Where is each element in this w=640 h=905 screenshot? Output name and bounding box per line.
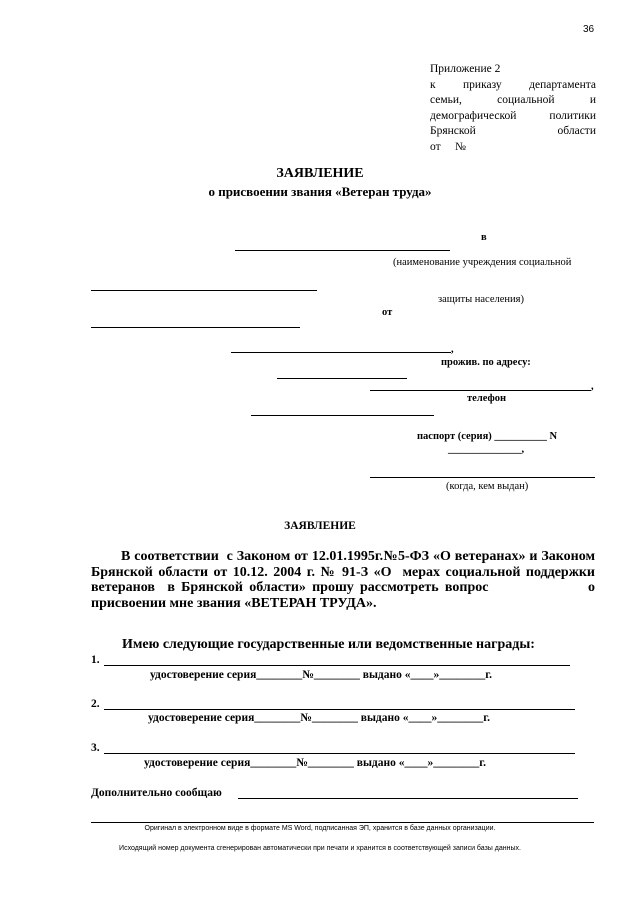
award-3-line[interactable] (104, 753, 575, 754)
address-label: прожив. по адресу: (441, 357, 531, 368)
appendix-line-1: Приложение 2 (430, 63, 501, 75)
comma-2: , (591, 381, 594, 392)
passport-label: паспорт (серия) __________ N (417, 431, 558, 442)
from-label: от (382, 307, 393, 318)
passport-number-line: ______________, (448, 444, 525, 455)
award-3-number: 3. (91, 742, 100, 754)
appendix-line-6: от № (430, 140, 466, 153)
award-2-line[interactable] (104, 709, 575, 710)
address-line-2[interactable] (370, 390, 591, 391)
applicant-line-1[interactable] (91, 290, 317, 291)
page-number: 36 (583, 24, 595, 35)
applicant-name-line[interactable] (231, 352, 451, 353)
appendix-block (430, 62, 596, 156)
award-3-certificate: удостоверение серия________№________ выдано «____»________г. (144, 757, 487, 769)
document-subtitle: о присвоении звания «Ветеран труда» (208, 184, 432, 199)
appendix-line-2: к приказу департамента (430, 78, 596, 91)
award-1-line[interactable] (104, 665, 570, 666)
document-title: ЗАЯВЛЕНИЕ (276, 166, 364, 181)
applicant-line-2[interactable] (91, 327, 300, 328)
award-1-number: 1. (91, 654, 100, 666)
issued-hint: (когда, кем выдан) (446, 481, 529, 492)
footer-original-note: Оригинал в электронном виде в формате MS Word, подписанная ЭП, хранится в базе данных организации. (144, 825, 496, 832)
issued-line[interactable] (370, 477, 595, 478)
appendix-line-4: демографической политики (430, 109, 596, 122)
institution-hint: (наименование учреждения социальной (393, 257, 572, 268)
award-2-number: 2. (91, 698, 100, 710)
awards-intro: Имею следующие государственные или ведомственные награды: (122, 637, 535, 652)
to-label: в (481, 232, 487, 243)
body-heading: ЗАЯВЛЕНИЕ (284, 520, 356, 532)
comma-1: , (451, 344, 454, 355)
appendix-line-3: семьи, социальной и (430, 94, 596, 107)
award-1-certificate: удостоверение серия________№________ выдано «____»________г. (150, 669, 493, 681)
appendix-line-5: Брянской области (430, 125, 596, 138)
phone-label: телефон (467, 393, 507, 404)
additional-line[interactable] (238, 798, 578, 799)
additional-label: Дополнительно сообщаю (91, 787, 222, 799)
phone-line[interactable] (251, 415, 434, 416)
footer-number-note: Исходящий номер документа сгенерирован автоматически при печати и хранится в соответствующей записи базы данных. (119, 845, 521, 852)
footer-divider (91, 822, 594, 823)
award-2-certificate: удостоверение серия________№________ выдано «____»________г. (148, 712, 491, 724)
protection-hint: защиты населения) (438, 294, 524, 305)
body-paragraph: В соответствии с Законом от 12.01.1995г.№5-ФЗ «О ветеранах» и Законом Брянской области от 10.12. 2004 г. № 91-З «О мерах социальной поддержки ветеранов в Брянской области» прошу рассмотреть вопрос о присвоении мне звания «ВЕТЕРАН ТРУДА». (91, 549, 599, 611)
institution-line[interactable] (235, 250, 450, 251)
address-line-1[interactable] (277, 378, 407, 379)
